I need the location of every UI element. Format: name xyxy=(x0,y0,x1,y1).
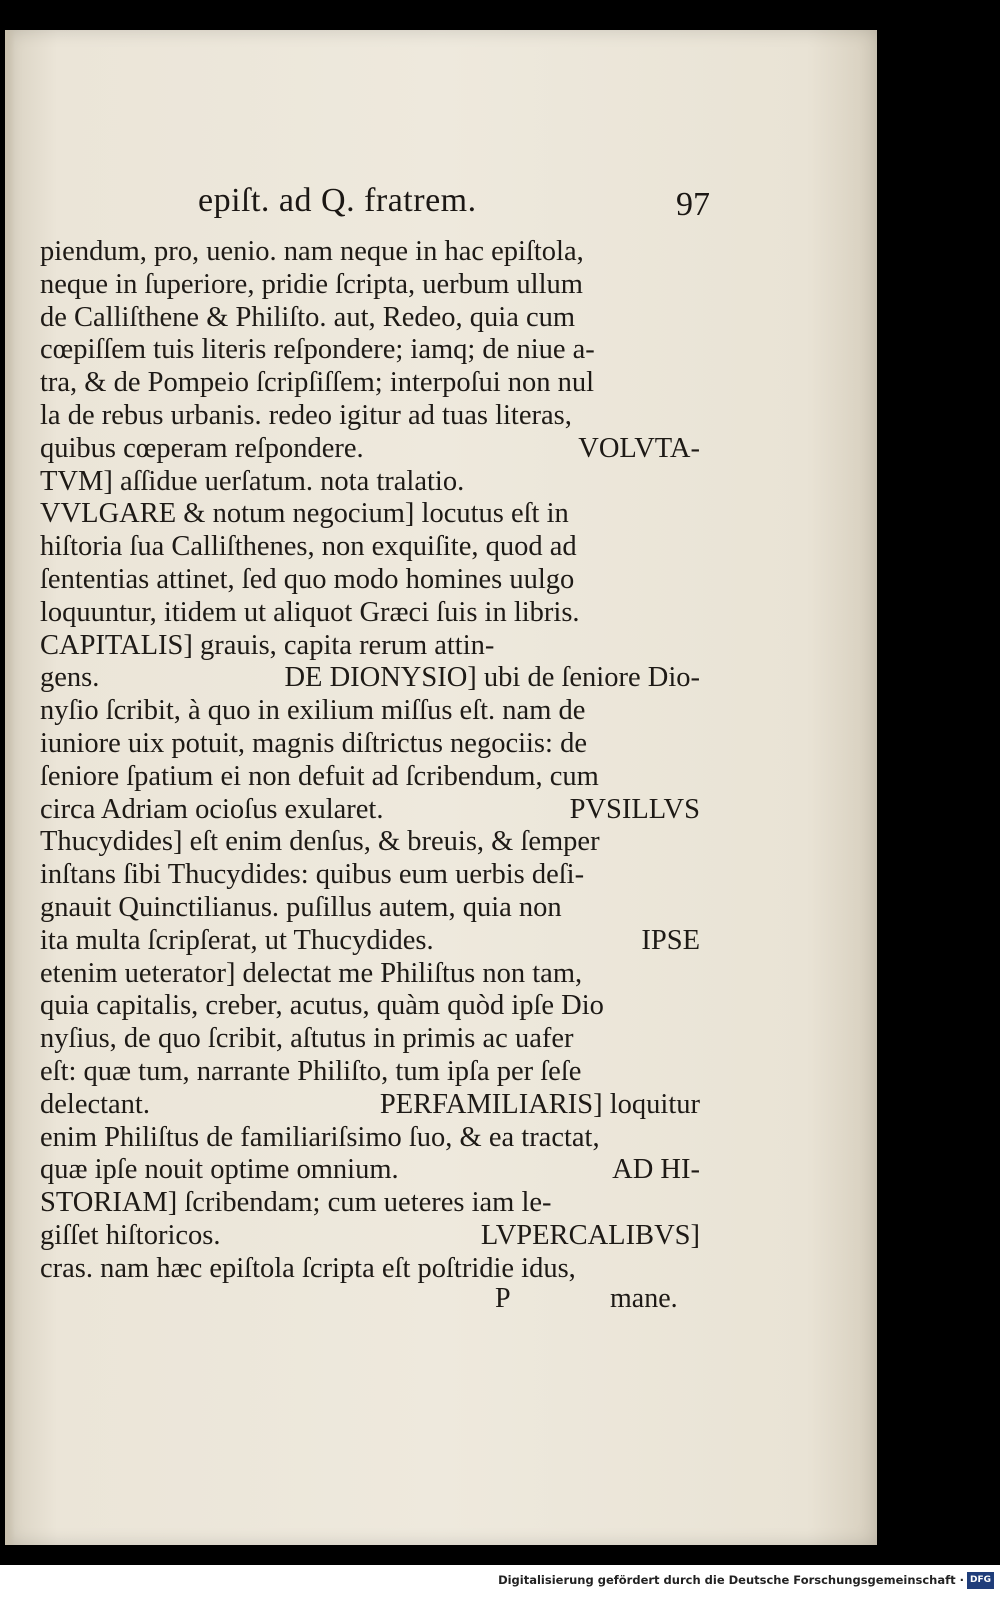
text-segment: quæ ipſe nouit optime omnium. xyxy=(40,1154,399,1186)
text-segment: CAPITALIS] grauis, capita rerum attin- xyxy=(40,629,495,661)
text-line xyxy=(40,859,700,892)
text-segment: hiſtoria ſua Calliſthenes, non exquiſite, quod ad xyxy=(40,531,577,563)
text-line xyxy=(40,1220,700,1253)
text-segment: nyſio ſcribit, à quo in exilium miſſus eſt. nam de xyxy=(40,695,586,727)
text-line xyxy=(40,892,700,925)
text-line xyxy=(40,662,700,695)
text-segment: tra, & de Pompeio ſcripſiſſem; interpoſui non nul xyxy=(40,367,595,399)
text-segment: Thucydides] eſt enim denſus, & breuis, & ſemper xyxy=(40,826,600,858)
signature-mark: P xyxy=(495,1283,511,1314)
text-segment: TVM] aſſidue uerſatum. nota tralatio. xyxy=(40,465,465,497)
text-segment: nyſius, de quo ſcribit, aſtutus in primis ac uafer xyxy=(40,1023,574,1055)
digitization-footer xyxy=(0,1565,1000,1597)
text-line xyxy=(40,728,700,761)
text-segment: gnauit Quinctilianus. puſillus autem, quia non xyxy=(40,891,562,923)
text-segment: inſtans ſibi Thucydides: quibus eum uerbis deſi- xyxy=(40,859,585,891)
text-line xyxy=(40,1089,700,1122)
text-segment: iuniore uix potuit, magnis diſtrictus negociis: de xyxy=(40,727,587,759)
text-segment: enim Philiſtus de familiariſsimo ſuo, & ea tractat, xyxy=(40,1121,600,1153)
text-segment: eſt: quæ tum, narrante Philiſto, tum ipſa per ſeſe xyxy=(40,1055,582,1087)
text-segment: ſeniore ſpatium ei non defuit ad ſcribendum, cum xyxy=(40,760,599,792)
text-line xyxy=(40,236,700,269)
text-line xyxy=(40,794,700,827)
text-segment: quia capitalis, creber, acutus, quàm quòd ipſe Dio xyxy=(40,990,604,1022)
text-line xyxy=(40,498,700,531)
text-line xyxy=(40,597,700,630)
text-segment: LVPERCALIBVS] xyxy=(480,1219,700,1251)
page-gutter-shadow xyxy=(5,30,15,1545)
text-segment: cœpiſſem tuis literis reſpondere; iamq; de niue a- xyxy=(40,334,595,366)
text-line xyxy=(40,990,700,1023)
text-segment: IPSE xyxy=(641,924,700,956)
text-line xyxy=(40,433,700,466)
catchword: mane. xyxy=(610,1283,678,1314)
text-line xyxy=(40,630,700,663)
text-line xyxy=(40,564,700,597)
text-segment: ita multa ſcripſerat, ut Thucydides. xyxy=(40,924,434,956)
text-line xyxy=(40,1023,700,1056)
text-segment: VOLVTA- xyxy=(578,432,700,464)
text-line xyxy=(40,1253,700,1286)
text-line xyxy=(40,269,700,302)
text-segment: AD HI- xyxy=(612,1154,700,1186)
running-title: epiſt. ad Q. fratrem. xyxy=(198,182,477,219)
text-segment: PERFAMILIARIS] loquitur xyxy=(379,1088,700,1120)
text-line xyxy=(40,958,700,991)
text-line xyxy=(40,925,700,958)
text-segment: circa Adriam ocioſus exularet. xyxy=(40,793,384,825)
text-line xyxy=(40,695,700,728)
text-segment: quibus cœperam reſpondere. xyxy=(40,432,364,464)
text-line xyxy=(40,1154,700,1187)
text-segment: giſſet hiſtoricos. xyxy=(40,1219,221,1251)
text-line xyxy=(40,334,700,367)
text-segment: STORIAM] ſcribendam; cum ueteres iam le- xyxy=(40,1187,552,1219)
page-number: 97 xyxy=(676,186,710,223)
text-segment: VVLGARE & notum negocium] locutus eſt in xyxy=(40,498,569,530)
text-segment: cras. nam hæc epiſtola ſcripta eſt poſtridie idus, xyxy=(40,1252,576,1284)
text-line xyxy=(40,826,700,859)
text-segment: de Calliſthene & Philiſto. aut, Redeo, quia cum xyxy=(40,301,576,333)
running-header xyxy=(180,180,710,230)
text-line xyxy=(40,400,700,433)
text-line xyxy=(40,1187,700,1220)
text-segment: gens. xyxy=(40,662,100,694)
text-line xyxy=(40,1122,700,1155)
text-segment: PVSILLVS xyxy=(569,793,700,825)
text-line xyxy=(40,466,700,499)
text-line xyxy=(40,302,700,335)
dfg-logo: DFG xyxy=(967,1572,994,1589)
body-text xyxy=(40,236,700,1286)
text-line xyxy=(40,367,700,400)
text-segment: neque in ſuperiore, pridie ſcripta, uerbum ullum xyxy=(40,268,583,300)
text-line xyxy=(40,531,700,564)
text-line xyxy=(40,1056,700,1089)
text-segment: piendum, pro, uenio. nam neque in hac epiſtola, xyxy=(40,236,584,267)
text-segment: loquuntur, itidem ut aliquot Græci ſuis in libris. xyxy=(40,596,580,628)
text-segment: ſententias attinet, ſed quo modo homines uulgo xyxy=(40,563,575,595)
funding-credit: Digitalisierung gefördert durch die Deutsche Forschungsgemeinschaft · xyxy=(498,1573,964,1587)
text-segment: DE DIONYSIO] ubi de ſeniore Dio- xyxy=(284,662,700,694)
text-segment: la de rebus urbanis. redeo igitur ad tuas literas, xyxy=(40,399,572,431)
text-segment: etenim ueterator] delectat me Philiſtus non tam, xyxy=(40,957,583,989)
text-line xyxy=(40,761,700,794)
text-segment: delectant. xyxy=(40,1088,150,1120)
